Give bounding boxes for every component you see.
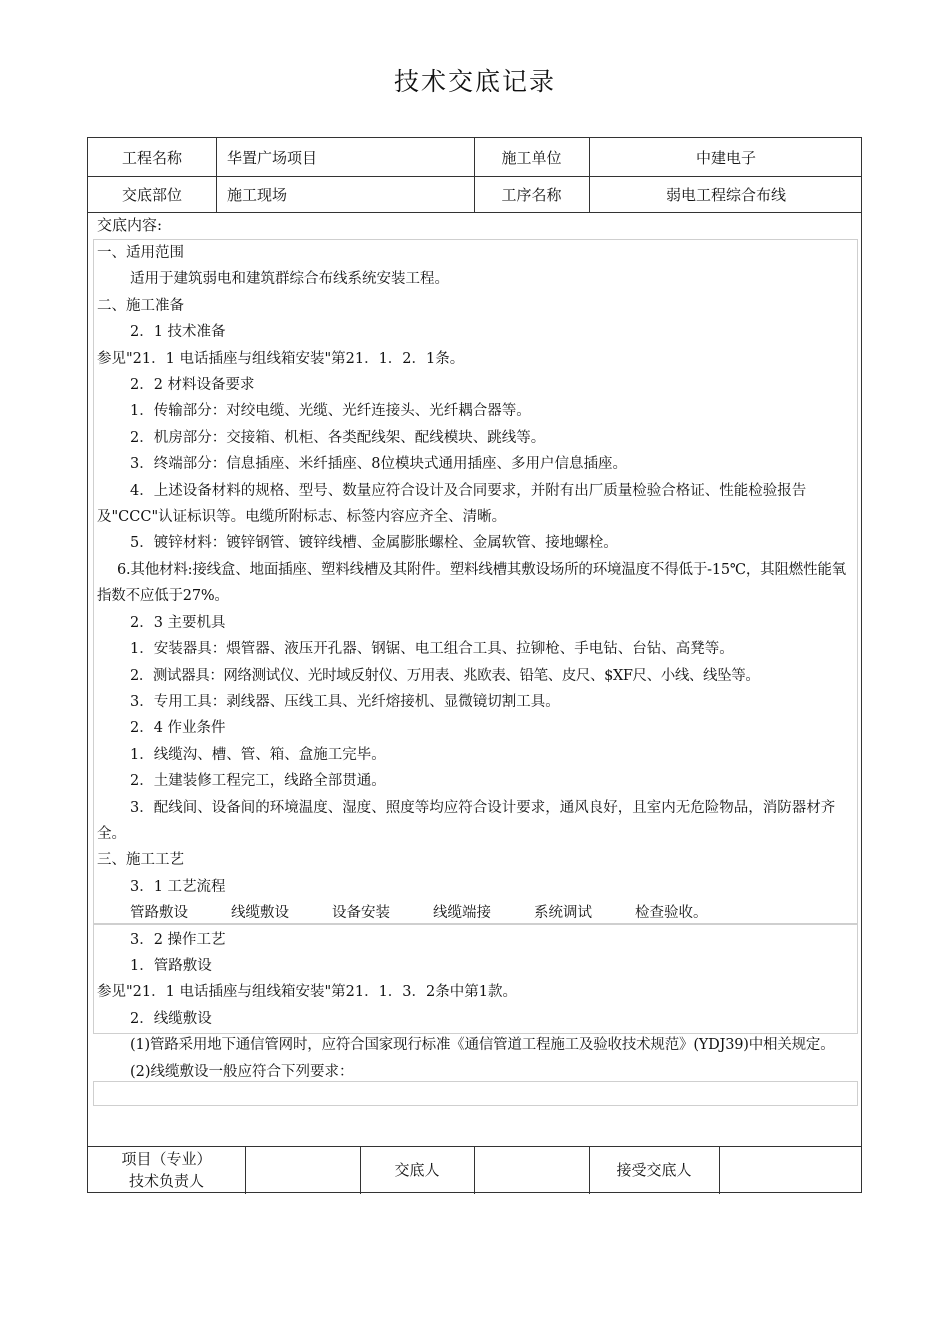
flow-step: 设备安装 [332,905,390,922]
record-table [87,137,862,1193]
process-label: 工序名称 [501,185,562,204]
subsection-heading: 2．2 材料设备要求 [130,377,255,394]
project-name-value: 华置广场项目 [227,148,318,167]
page-title: 技术交底记录 [393,67,556,96]
location-value: 施工现场 [227,185,288,204]
list-item: 1．安装器具：煨管器、液压开孔器、钢锯、电工组合工具、拉铆枪、手电钻、台钻、高凳等。 [130,641,734,658]
subsection-heading: 2．4 作业条件 [130,720,226,737]
contractor-label: 施工单位 [501,148,562,167]
list-item: 1．管路敷设 [130,957,212,974]
location-label: 交底部位 [121,185,182,204]
subsection-heading: 3．1 工艺流程 [130,878,226,895]
process-flow [97,900,857,926]
presenter-label: 交底人 [394,1161,440,1179]
flow-step: 管路敷设 [130,905,188,922]
list-item: 1．线缆沟、槽、管、箱、盒施工完毕。 [130,746,386,763]
list-item: 5．镀锌材料：镀锌钢管、镀锌线槽、金属膨胀螺栓、金属软管、接地螺栓。 [130,535,618,552]
subsection-heading: 3．2 操作工艺 [130,931,226,948]
row-divider [88,212,861,213]
list-item: 2．线缆敷设 [130,1010,212,1027]
contractor-value: 中建电子 [695,148,756,167]
paragraph: (2)线缆敷设一般应符合下列要求： [130,1063,354,1080]
receiver-signature[interactable] [719,1146,863,1194]
list-item: 2．土建装修工程完工，线路全部贯通。 [130,773,386,790]
flow-step: 检查验收。 [635,905,708,922]
tech-lead-label [88,1146,245,1194]
list-item: 3．终端部分：信息插座、米纤插座、8位模块式通用插座、多用户信息插座。 [130,456,627,473]
receiver-label: 接受交底人 [616,1161,692,1179]
tech-lead-label-line1: 项目（专业） [121,1150,212,1168]
section-heading: 二、施工准备 [97,297,184,314]
list-item: 3．配线间、设备间的环境温度、湿度、照度等均应符合设计要求，通风良好，且室内无危险物品，消防器材齐全。 [97,799,836,842]
list-item: 4．上述设备材料的规格、型号、数量应符合设计及合同要求，并附有出厂质量检验合格证、性能检验报告及"CCC"认证标识等。电缆所附标志、标签内容应齐全、清晰。 [97,482,807,526]
process-value: 弱电工程综合布线 [665,185,786,204]
project-name-label: 工程名称 [121,148,182,167]
paragraph: (1)管路采用地下通信管网时，应符合国家现行标准《通信管道工程施工及验收技术规范》(YDJ39)中相关规定。 [130,1037,835,1054]
paragraph: 参见"21．1 电话插座与组线箱安装"第21．1．2．1条。 [97,350,465,367]
list-item: 2．测试器具：网络测试仪、光时域反射仪、万用表、兆欧表、铅笔、皮尺、$XF尺、小线、线坠等。 [130,667,760,684]
presenter-signature[interactable] [474,1146,589,1194]
list-item: 3．专用工具：剥线器、压线工具、光纤熔接机、显微镜切割工具。 [130,693,560,710]
flow-step: 线缆端接 [433,905,491,922]
paragraph: 参见"21．1 电话插座与组线箱安装"第21．1．3．2条中第1款。 [97,984,517,1001]
content-body [97,240,857,1085]
flow-step: 线缆敷设 [231,905,289,922]
list-item: 1．传输部分：对绞电缆、光缆、光纤连接头、光纤耦合器等。 [130,403,531,420]
subsection-heading: 2．1 技术准备 [130,324,226,341]
flow-step: 系统调试 [534,905,592,922]
list-item: 6.其他材料:接线盒、地面插座、塑料线槽及其附件。塑料线槽其敷设场所的环境温度不得低于-15℃，其阻燃性能氧指数不应低于27%。 [97,561,846,605]
subsection-heading: 2．3 主要机具 [130,614,226,631]
tech-lead-signature[interactable] [245,1146,360,1194]
section-heading: 一、适用范围 [97,245,184,261]
section-heading: 三、施工工艺 [97,852,184,869]
content-label: 交底内容: [97,216,163,234]
paragraph: 适用于建筑弱电和建筑群综合布线系统安装工程。 [130,271,449,288]
list-item: 2．机房部分：交接箱、机柜、各类配线架、配线模块、跳线等。 [130,429,546,446]
tech-lead-label-line2: 技术负责人 [128,1172,204,1190]
